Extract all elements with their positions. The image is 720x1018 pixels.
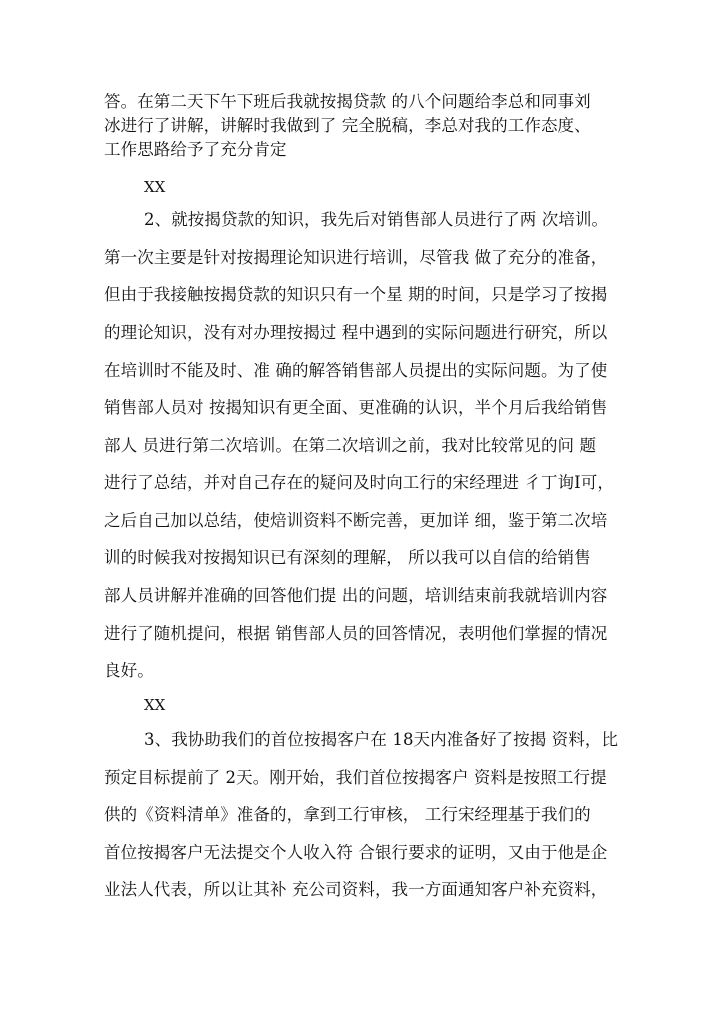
paragraph-2-line-8: 进行了总结，并对自己存在的疑问及时向工行的宋经理进 彳丁询I可， (104, 473, 614, 492)
paragraph-3-line-5: 业法人代表，所以让其补 充公司资料，我一方面通知客户补充资料， (104, 880, 608, 899)
paragraph-2-line-12: 进行了随机提问，根据 销售部人员的回答情况，表明他们掌握的情况 (104, 624, 608, 643)
paragraph-2-line-10: 训的时候我对按揭知识已有深刻的理解， 所以我可以自信的给销售 (104, 548, 591, 567)
paragraph-2-line-9: 之后自己加以总结，使焙训资料不断完善，更加详 细，鉴于第二次培 (104, 511, 608, 530)
paragraph-2-line-4: 的理论知识，没有对办理按揭过 程中遇到的实际问题进行研究，所以 (104, 323, 608, 342)
paragraph-2-line-2: 第一次主要是针对按揭理论知识进行培训，尽管我 做了充分的准备， (104, 248, 608, 267)
paragraph-1-line-3: 工作思路给予了充分肯定 (104, 140, 287, 159)
paragraph-1-line-1: 答。在第二天下午下班后我就按揭贷款 的八个问题给李总和同事刘 (104, 92, 591, 111)
paragraph-1-line-2: 冰进行了讲解，讲解时我做到了 完全脱稿，李总对我的工作态度、 (104, 116, 591, 135)
paragraph-2-line-3: 但由于我接触按揭贷款的知识只有一个星 期的时间，只是学习了按揭 (104, 285, 608, 304)
paragraph-2-line-1: 2、就按揭贷款的知识，我先后对销售部人员进行了两 次培训。 (144, 210, 609, 229)
section-separator-1: XX (144, 178, 166, 196)
paragraph-2-line-13: 良好。 (104, 661, 154, 680)
paragraph-2-line-11: 部人员讲解并准确的回答他们提 出的问题，培训结束前我就培训内容 (104, 586, 608, 605)
paragraph-3-line-2: 预定目标提前了 2天。刚开始，我们首位按揭客户 资料是按照工行提 (104, 768, 607, 787)
paragraph-2-line-6: 销售部人员对 按揭知识有更全面、更准确的认识，半个月后我给销售 (104, 398, 608, 417)
paragraph-3-line-4: 首位按揭客户无法提交个人收入符 合银行要求的证明，又由于他是企 (104, 843, 608, 862)
paragraph-2-line-7: 部人 员进行第二次培训。在第二次培训之前，我对比较常见的问 题 (104, 436, 597, 455)
paragraph-3-line-1: 3、我协助我们的首位按揭客户在 18天内准备好了按揭 资料，比 (144, 730, 619, 749)
paragraph-3-line-3: 供的《资料清单》准备的，拿到工行审核， 工行宋经理基于我们的 (104, 805, 591, 824)
paragraph-2-line-5: 在培训时不能及时、准 确的解答销售部人员提出的实际问题。为了使 (104, 361, 608, 380)
section-separator-2: XX (144, 696, 166, 714)
